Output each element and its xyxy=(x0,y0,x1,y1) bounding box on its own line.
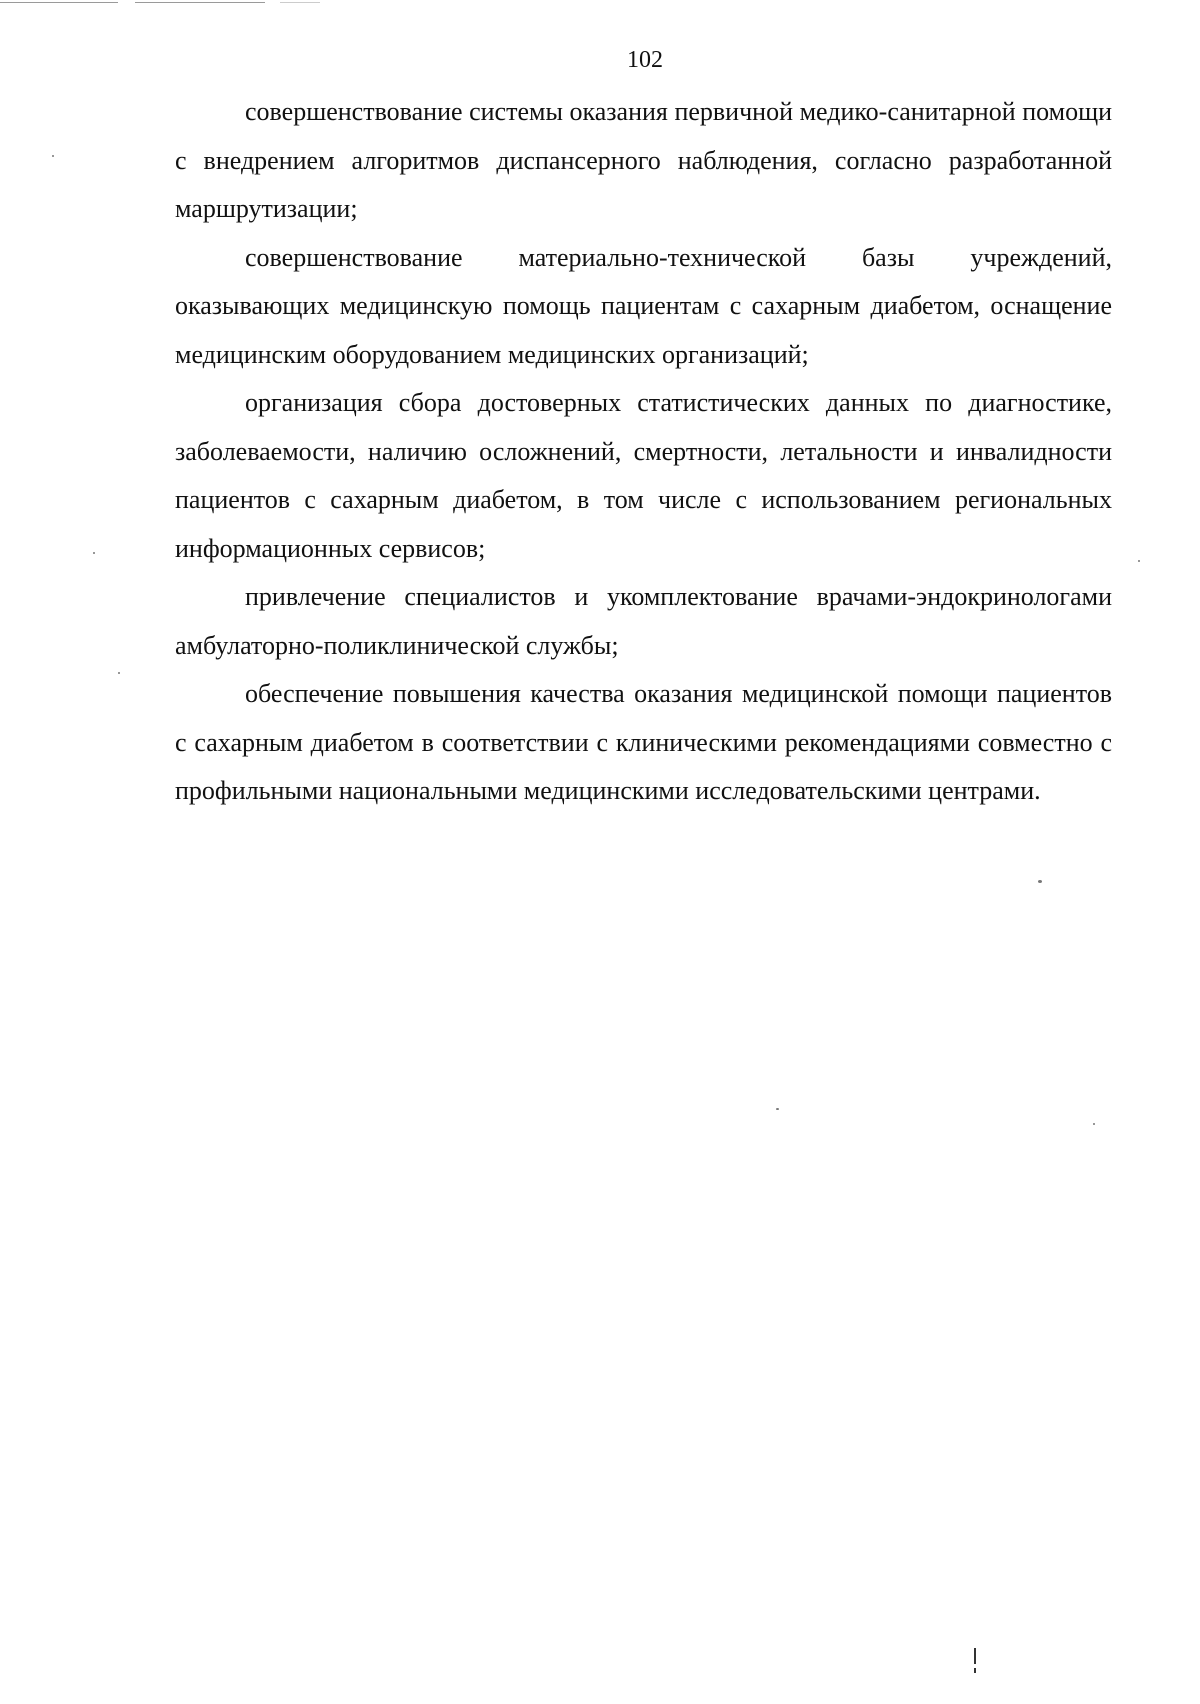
scan-speck xyxy=(52,155,54,157)
body-text xyxy=(175,88,1112,816)
paragraph: организация сбора достоверных статистических данных по диагностике, заболеваемости, наличию осложнений, смертности, летальности и инвалидности пациентов с сахарным диабетом, в том числе с использованием региональных информационных сервисов; xyxy=(175,388,1112,563)
scan-mark xyxy=(974,1648,976,1664)
paragraph: привлечение специалистов и укомплектование врачами-эндокринологами амбулаторно-поликлинической службы; xyxy=(175,582,1112,660)
scan-speck xyxy=(118,672,120,674)
scan-speck xyxy=(1038,880,1042,883)
scan-edge-line xyxy=(135,2,265,3)
paragraph: совершенствование системы оказания первичной медико-санитарной помощи с внедрением алгоритмов диспансерного наблюдения, согласно разработанной маршрутизации; xyxy=(175,97,1112,223)
paragraph: обеспечение повышения качества оказания медицинской помощи пациентов с сахарным диабетом в соответствии с клиническими рекомендациями совместно с профильными национальными медицинскими исследовательскими центрами. xyxy=(175,679,1112,805)
scan-speck xyxy=(1093,1123,1095,1125)
scan-edge-line xyxy=(0,2,118,3)
page-number: 102 xyxy=(627,47,663,73)
paragraph: совершенствование материально-технической базы учреждений, оказывающих медицинскую помощь пациентам с сахарным диабетом, оснащение медицинским оборудованием медицинских организаций; xyxy=(175,242,1112,369)
scan-speck xyxy=(776,1108,779,1110)
scan-speck xyxy=(93,552,95,554)
scan-speck xyxy=(1138,560,1140,562)
scan-mark xyxy=(974,1668,976,1673)
scan-edge-line xyxy=(280,2,320,3)
